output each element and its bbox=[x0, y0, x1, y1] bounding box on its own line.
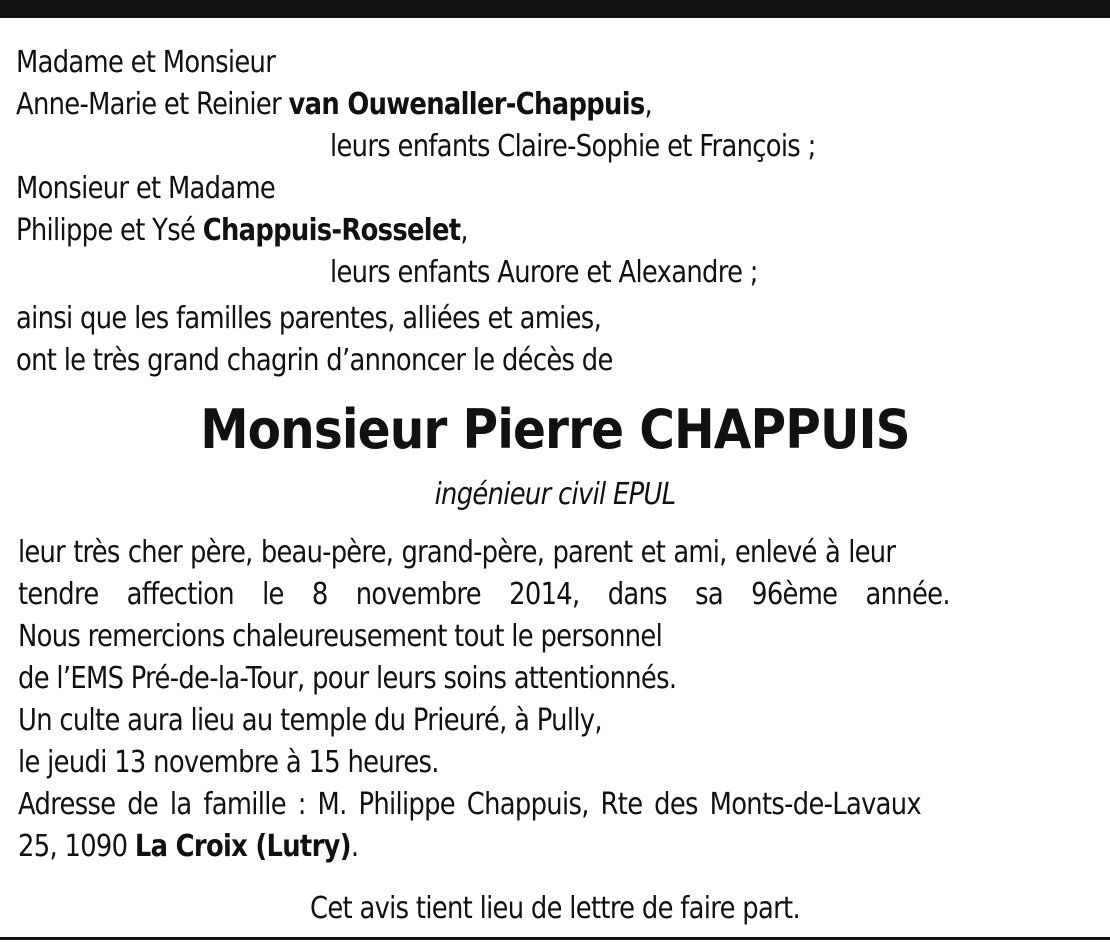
header-line-5-suffix: , bbox=[460, 213, 468, 248]
address-place: La Croix (Lutry) bbox=[134, 829, 351, 864]
header-line-3: leurs enfants Claire-Sophie et François ; bbox=[330, 129, 816, 164]
body-line-6: le jeudi 13 novembre à 15 heures. bbox=[18, 745, 439, 780]
header-line-7: ainsi que les familles parentes, alliées et amies, bbox=[16, 301, 602, 336]
header-line-5 bbox=[16, 210, 468, 252]
deceased-profession: ingénieur civil EPUL bbox=[434, 477, 676, 512]
address-prefix: 25, 1090 bbox=[18, 829, 135, 864]
body-line-7: Adresse de la famille : M. Philippe Chappuis, Rte des Monts-de-Lavaux bbox=[18, 787, 922, 822]
header-line-8: ont le très grand chagrin d’annoncer le décès de bbox=[16, 343, 613, 378]
body-line-8 bbox=[18, 826, 358, 868]
body-line-1: leur très cher père, beau-père, grand-père, parent et ami, enlevé à leur bbox=[18, 535, 896, 570]
bottom-border-rule bbox=[0, 937, 1110, 940]
body-line-5: Un culte aura lieu au temple du Prieuré, à Pully, bbox=[18, 703, 602, 738]
header-line-1: Madame et Monsieur bbox=[16, 45, 276, 80]
footer-note: Cet avis tient lieu de lettre de faire part. bbox=[309, 891, 800, 926]
header-line-4: Monsieur et Madame bbox=[16, 171, 276, 206]
header-line-5-prefix: Philippe et Ysé bbox=[16, 213, 203, 248]
family-name-1: van Ouwenaller-Chappuis bbox=[288, 87, 645, 122]
deceased-name: Monsieur Pierre CHAPPUIS bbox=[200, 398, 910, 461]
body-line-3: Nous remercions chaleureusement tout le personnel bbox=[18, 619, 663, 654]
body-line-4: de l’EMS Pré-de-la-Tour, pour leurs soins attentionnés. bbox=[18, 661, 677, 696]
family-name-2: Chappuis-Rosselet bbox=[202, 213, 461, 248]
header-line-2 bbox=[16, 84, 652, 126]
body-line-2: tendre affection le 8 novembre 2014, dans sa 96ème année. bbox=[18, 577, 950, 612]
header-line-2-prefix: Anne-Marie et Reinier bbox=[16, 87, 289, 122]
header-line-6: leurs enfants Aurore et Alexandre ; bbox=[330, 255, 758, 290]
address-suffix: . bbox=[350, 829, 359, 864]
header-line-2-suffix: , bbox=[644, 87, 653, 122]
